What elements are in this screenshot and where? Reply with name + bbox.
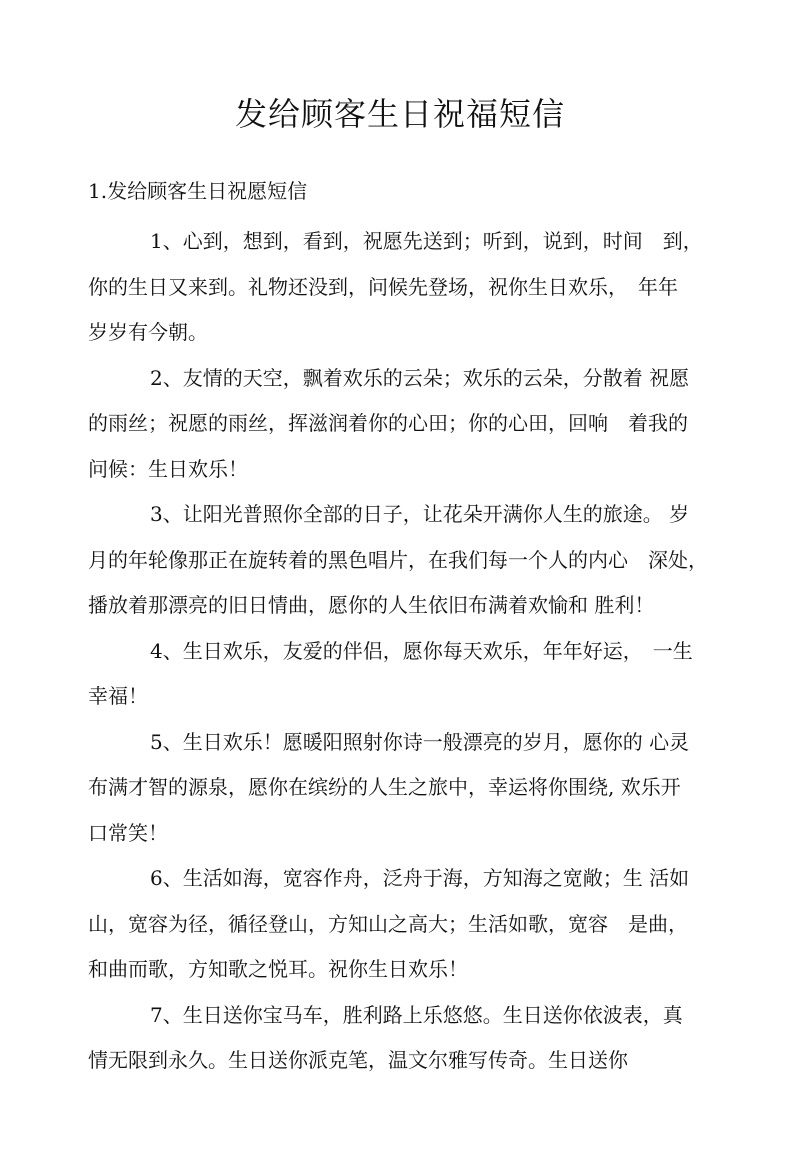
document-title: 发给顾客生日祝福短信 <box>234 95 565 133</box>
paragraph-line: 幸福！ <box>88 684 148 708</box>
paragraph-line: 6、生活如海，宽容作舟，泛舟于海，方知海之宽敞；生 活如 <box>150 866 690 890</box>
paragraph <box>88 720 728 857</box>
paragraph <box>88 993 728 1084</box>
paragraph-line: 口常笑！ <box>88 820 168 845</box>
paragraph-line: 播放着那漂亮的旧日情曲，愿你的人生依旧布满着欢愉和 胜利！ <box>88 593 655 617</box>
paragraph-line: 1、心到，想到，看到，祝愿先送到；听到，说到，时间 到， <box>150 229 703 253</box>
paragraph-line: 7、生日送你宝马车，胜利路上乐悠悠。生日送你依波表，真 <box>150 1002 683 1027</box>
paragraph-line: 情无限到永久。生日送你派克笔，温文尔雅写传奇。生日送你 <box>88 1048 628 1072</box>
paragraph-line: 4、生日欢乐，友爱的伴侣，愿你每天欢乐，年年好运， 一生 <box>150 638 693 663</box>
paragraph-line: 月的年轮像那正在旋转着的黑色唱片，在我们每一个人的内心 深处， <box>88 547 708 572</box>
paragraph <box>88 219 728 356</box>
paragraph <box>88 629 728 720</box>
paragraph <box>88 492 728 629</box>
paragraph-line: 山，宽容为径，循径登山，方知山之高大；生活如歌，宽容 是曲， <box>88 911 688 936</box>
paragraph-line: 2、友情的天空，飘着欢乐的云朵；欢乐的云朵，分散着 祝愿 <box>150 365 690 390</box>
paragraph <box>88 856 728 993</box>
paragraph-line: 和曲而歌，方知歌之悦耳。祝你生日欢乐！ <box>88 957 468 981</box>
paragraph <box>88 356 728 493</box>
paragraph-line: 岁岁有今朝。 <box>88 320 208 344</box>
paragraph-line: 问候：生日欢乐！ <box>88 456 248 481</box>
paragraph-line: 5、生日欢乐！愿暖阳照射你诗一般漂亮的岁月，愿你的 心灵 <box>150 729 690 754</box>
document-body <box>88 219 728 1084</box>
paragraph-line: 你的生日又来到。礼物还没到，问候先登场，祝你生日欢乐， 年年 <box>88 274 678 299</box>
paragraph-line: 3、让阳光普照你全部的日子，让花朵开满你人生的旅途。 岁 <box>150 502 690 526</box>
paragraph-line: 布满才智的源泉，愿你在缤纷的人生之旅中，幸运将你围绕, 欢乐开 <box>88 775 681 799</box>
section-heading: 1.发给顾客生日祝愿短信 <box>88 179 308 203</box>
paragraph-line: 的雨丝；祝愿的雨丝，挥滋润着你的心田；你的心田，回响 着我的 <box>88 411 688 435</box>
